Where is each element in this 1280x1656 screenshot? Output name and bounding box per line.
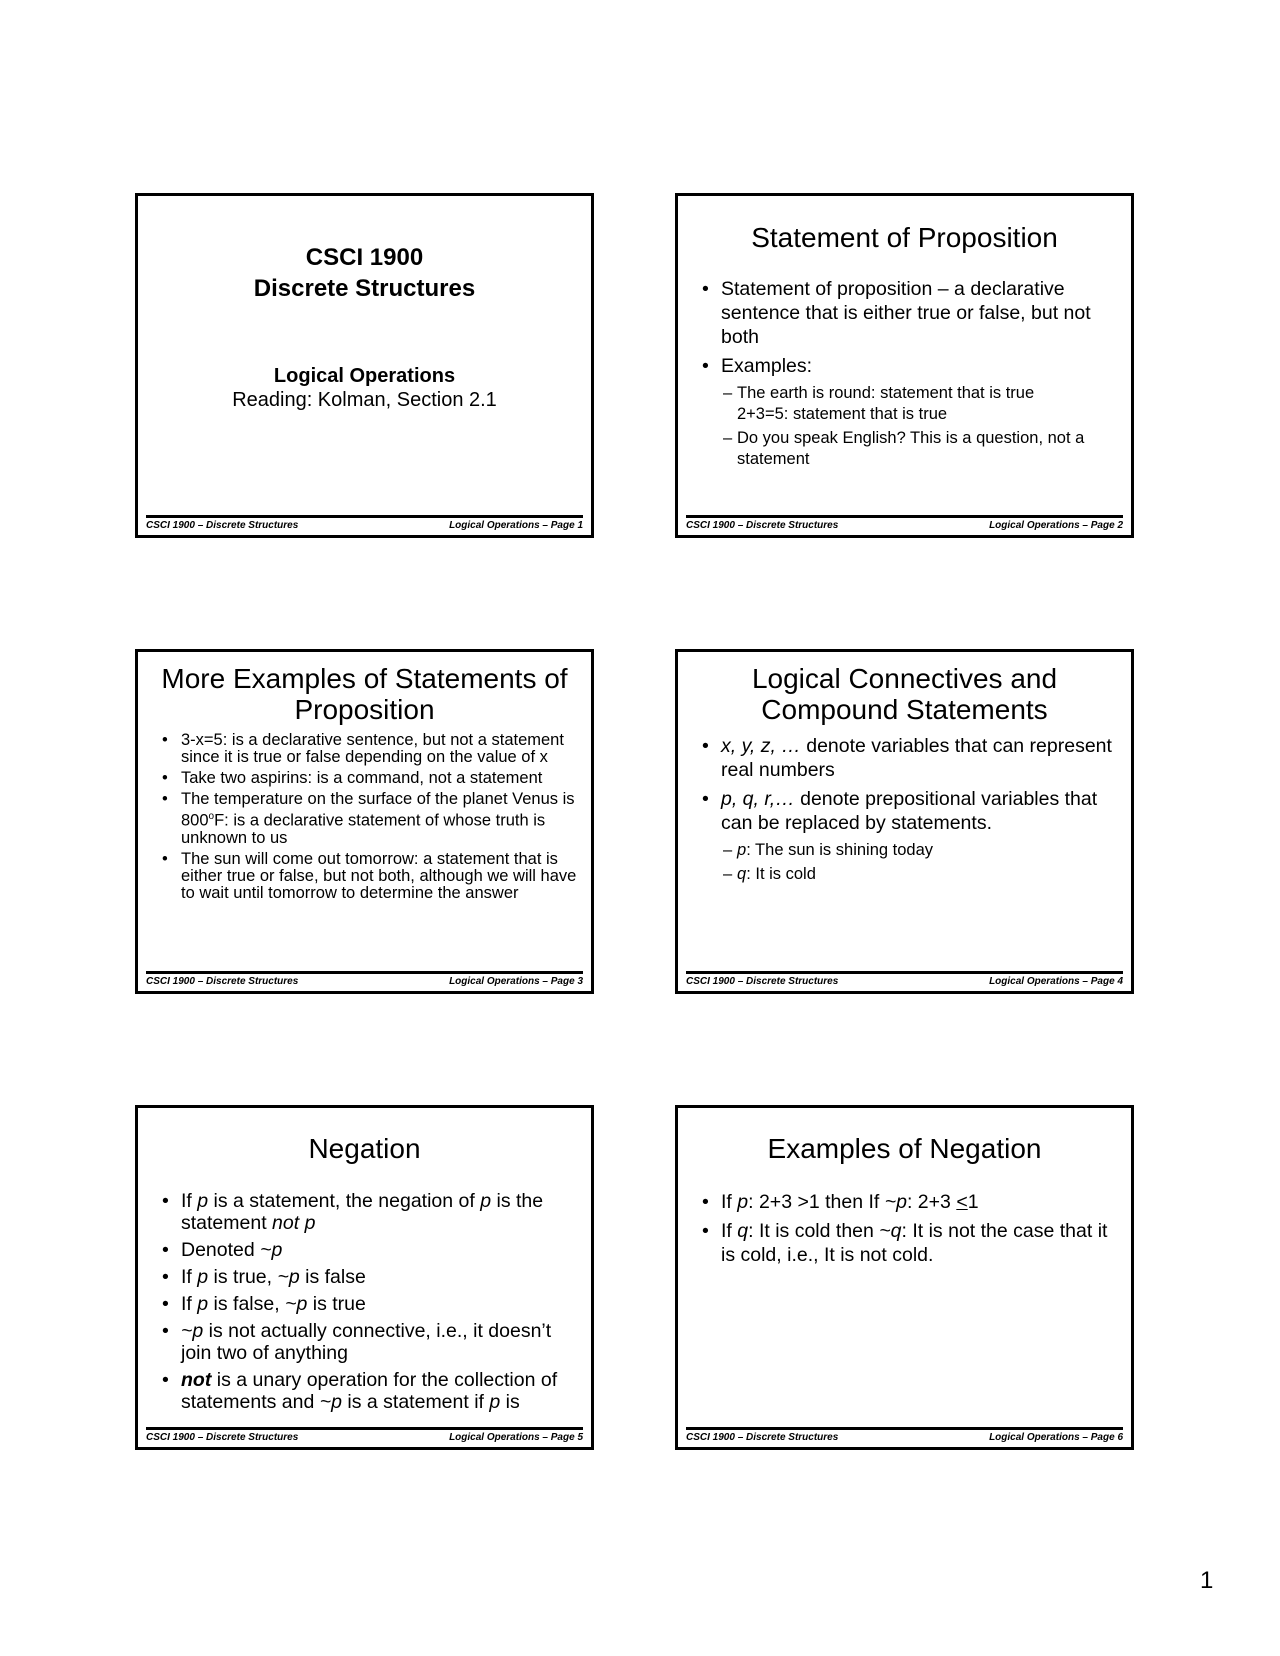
course-title	[138, 242, 591, 304]
slide-body	[702, 277, 1119, 473]
lecture-info	[138, 364, 591, 412]
slide-body	[702, 1190, 1119, 1272]
bullet: • If q: It is cold then ~q: It is not the case that it is cold, i.e., It is not cold.	[702, 1219, 1119, 1267]
slide-body	[702, 734, 1119, 888]
bullet: • ~p is not actually connective, i.e., it doesn’t join two of anything	[162, 1320, 579, 1364]
slide-title: Statement of Proposition	[751, 222, 1058, 253]
bullet: • Denoted ~p	[162, 1239, 579, 1261]
slide-6	[675, 1105, 1134, 1450]
footer-divider	[146, 1427, 583, 1430]
lecture-title: Logical Operations	[273, 365, 456, 387]
slide-body	[162, 732, 579, 906]
slide-body	[162, 1190, 579, 1418]
bullet: • If p is false, ~p is true	[162, 1293, 579, 1315]
slide-5	[135, 1105, 594, 1450]
bullet: • If p: 2+3 >1 then If ~p: 2+3 <1	[702, 1190, 1119, 1214]
footer-page: Logical Operations – Page 2	[989, 520, 1123, 531]
footer-divider	[146, 971, 583, 974]
sub-bullet: – p: The sun is shining today	[702, 840, 1119, 861]
reading-assignment: Reading: Kolman, Section 2.1	[232, 389, 497, 411]
footer-page: Logical Operations – Page 5	[449, 1432, 583, 1443]
slide-title: Negation	[308, 1133, 421, 1164]
footer-divider	[146, 515, 583, 518]
slide-3	[135, 649, 594, 994]
course-name: Discrete Structures	[253, 275, 476, 302]
bullet: • 3-x=5: is a declarative sentence, but not a statement since it is true or false depending on the value of x	[162, 732, 579, 766]
bullet: • The temperature on the surface of the planet Venus is 800$^o$F: is a declarative statement of whose truth is unknown to us	[162, 791, 579, 847]
footer-course: CSCI 1900 – Discrete Structures	[686, 520, 839, 531]
footer-page: Logical Operations – Page 6	[989, 1432, 1123, 1443]
footer-course: CSCI 1900 – Discrete Structures	[146, 1432, 299, 1443]
sub-bullet: – q: It is cold	[702, 864, 1119, 885]
bullet: • Statement of proposition – a declarative sentence that is either true or false, but not both	[702, 277, 1119, 349]
footer-course: CSCI 1900 – Discrete Structures	[686, 1432, 839, 1443]
bullet: • Take two aspirins: is a command, not a statement	[162, 770, 579, 787]
slide-1	[135, 193, 594, 538]
footer-page: Logical Operations – Page 3	[449, 976, 583, 987]
slide-4	[675, 649, 1134, 994]
slide-title: More Examples of Statements of Proposition	[161, 663, 568, 725]
footer-course: CSCI 1900 – Discrete Structures	[146, 976, 299, 987]
footer-divider	[686, 1427, 1123, 1430]
bullet: • The sun will come out tomorrow: a statement that is either true or false, but not both, although we will have to wait until tomorrow to determine the answer	[162, 851, 579, 902]
footer-divider	[686, 971, 1123, 974]
footer-course: CSCI 1900 – Discrete Structures	[686, 976, 839, 987]
bullet: • Examples:	[702, 354, 1119, 378]
footer-page: Logical Operations – Page 1	[449, 520, 583, 531]
slide-title: Logical Connectives and Compound Statements	[751, 663, 1058, 725]
bullet: • not is a unary operation for the collection of statements and ~p is a statement if p is	[162, 1369, 579, 1413]
course-code: CSCI 1900	[305, 244, 424, 271]
bullet: • If p is true, ~p is false	[162, 1266, 579, 1288]
footer-page: Logical Operations – Page 4	[989, 976, 1123, 987]
slide-2	[675, 193, 1134, 538]
bullet: • x, y, z, … denote variables that can represent real numbers	[702, 734, 1119, 782]
sub-bullet: – The earth is round: statement that is true 2+3=5: statement that is true	[702, 383, 1119, 425]
sub-bullet: – Do you speak English? This is a question, not a statement	[702, 428, 1119, 470]
footer-course: CSCI 1900 – Discrete Structures	[146, 520, 299, 531]
slide-title: Examples of Negation	[767, 1133, 1042, 1164]
bullet: • p, q, r,… denote prepositional variables that can be replaced by statements.	[702, 787, 1119, 835]
footer-divider	[686, 515, 1123, 518]
page-number: 1	[1200, 1567, 1214, 1594]
bullet: • If p is a statement, the negation of p is the statement not p	[162, 1190, 579, 1234]
